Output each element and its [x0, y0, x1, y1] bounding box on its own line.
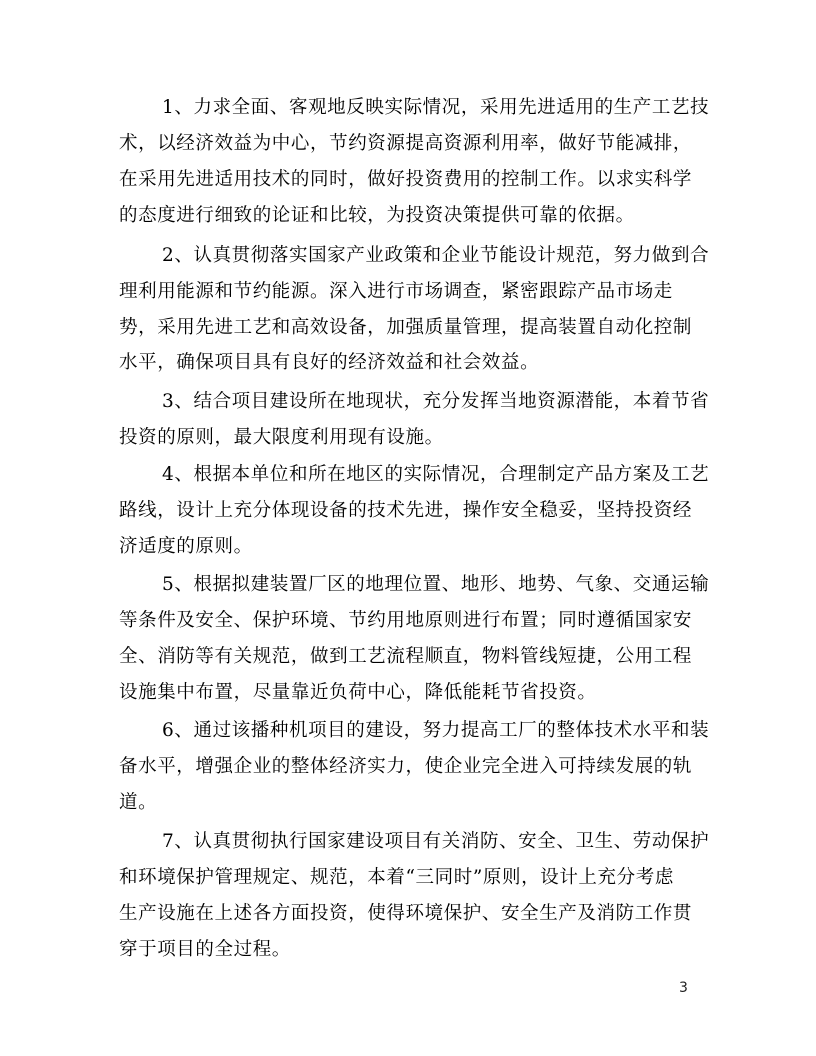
paragraph-1-line-2: 术，以经济效益为中心，节约资源提高资源利用率，做好节能减排， — [119, 133, 693, 154]
paragraph-7-line-2: 和环境保护管理规定、规范，本着“三同时”原则，设计上充分考虑 — [119, 867, 674, 888]
paragraph-1-line-3: 在采用先进适用技术的同时，做好投资费用的控制工作。以求实科学 — [119, 169, 693, 190]
paragraph-7-line-1: 7、认真贯彻执行国家建设项目有关消防、安全、卫生、劳动保护 — [162, 831, 710, 852]
paragraph-7-line-4: 穿于项目的全过程。 — [119, 939, 291, 960]
paragraph-2-line-2: 理利用能源和节约能源。深入进行市场调查，紧密跟踪产品市场走 — [119, 281, 673, 302]
paragraph-2-line-4: 水平，确保项目具有良好的经济效益和社会效益。 — [119, 352, 540, 373]
paragraph-3-line-2: 投资的原则，最大限度利用现有设施。 — [119, 427, 444, 448]
paragraph-6-line-3: 道。 — [119, 792, 158, 813]
paragraph-5-line-1: 5、根据拟建装置厂区的地理位置、地形、地势、气象、交通运输 — [162, 574, 710, 595]
paragraph-1-line-4: 的态度进行细致的论证和比较，为投资决策提供可靠的依据。 — [119, 205, 635, 226]
paragraph-4-line-1: 4、根据本单位和所在地区的实际情况，合理制定产品方案及工艺 — [162, 464, 710, 485]
paragraph-5-line-3: 全、消防等有关规范，做到工艺流程顺直，物料管线短捷，公用工程 — [119, 646, 693, 667]
paragraph-4-line-2: 路线，设计上充分体现设备的技术先进，操作安全稳妥，坚持投资经 — [119, 500, 693, 521]
paragraph-1-line-1: 1、力求全面、客观地反映实际情况，采用先进适用的生产工艺技 — [162, 97, 710, 118]
paragraph-5-line-2: 等条件及安全、保护环境、节约用地原则进行布置；同时遵循国家安 — [119, 610, 693, 631]
paragraph-4-line-3: 济适度的原则。 — [119, 536, 253, 557]
paragraph-2-line-3: 势，采用先进工艺和高效设备，加强质量管理，提高装置自动化控制 — [119, 317, 693, 338]
page-number: 3 — [679, 980, 688, 996]
paragraph-2-line-1: 2、认真贯彻落实国家产业政策和企业节能设计规范，努力做到合 — [162, 245, 710, 266]
paragraph-6-line-1: 6、通过该播种机项目的建设，努力提高工厂的整体技术水平和装 — [162, 720, 710, 741]
paragraph-7-line-3: 生产设施在上述各方面投资，使得环境保护、安全生产及消防工作贯 — [119, 903, 693, 924]
paragraph-6-line-2: 备水平，增强企业的整体经济实力，使企业完全进入可持续发展的轨 — [119, 756, 693, 777]
paragraph-3-line-1: 3、结合项目建设所在地现状，充分发挥当地资源潜能，本着节省 — [162, 391, 710, 412]
paragraph-5-line-4: 设施集中布置，尽量靠近负荷中心，降低能耗节省投资。 — [119, 682, 597, 703]
